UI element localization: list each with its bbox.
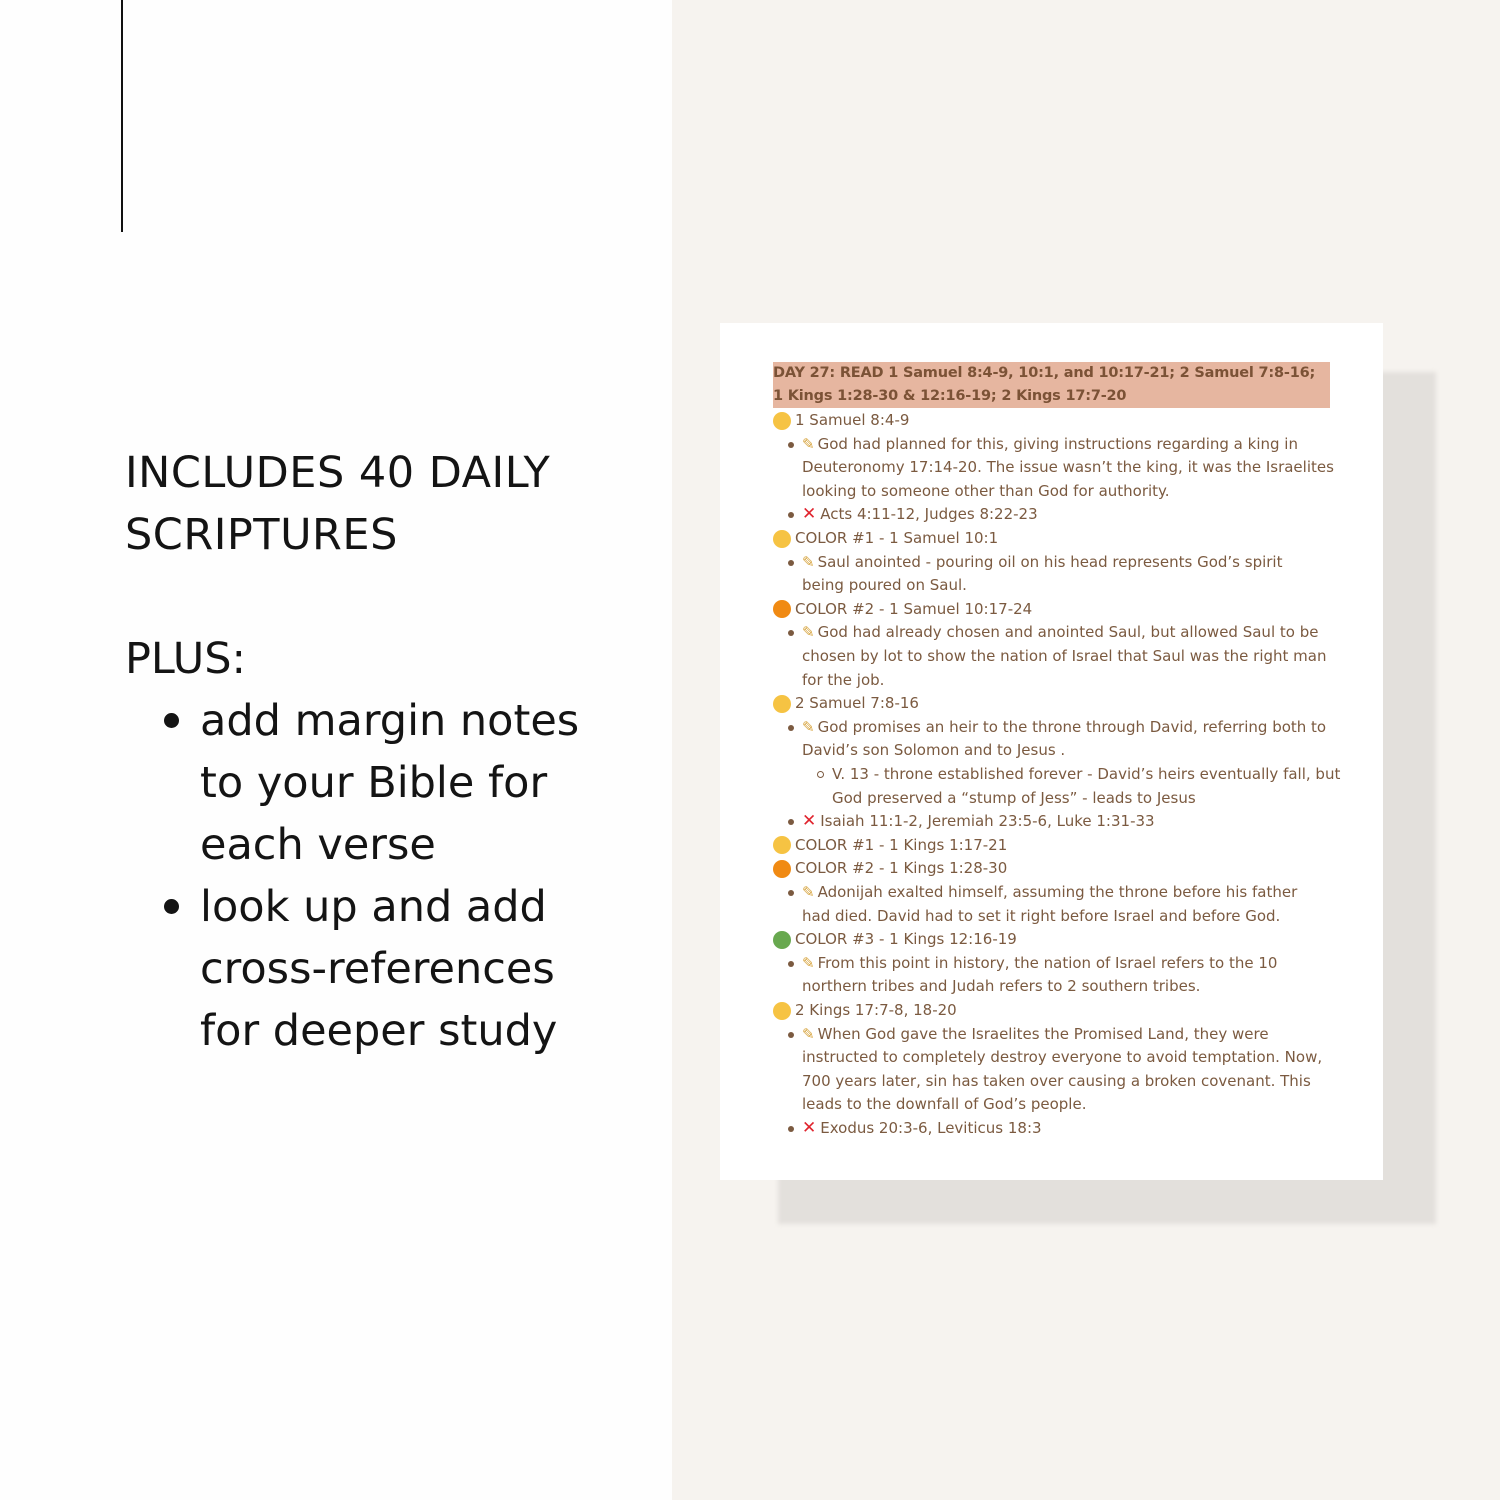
section-heading-text: COLOR #3 - 1 Kings 12:16-19	[795, 930, 1017, 949]
subnote-line-text: God preserved a “stump of Jess” - leads to Jesus	[832, 788, 1196, 807]
note-line	[802, 574, 967, 598]
feature-line: add margin notes	[200, 696, 580, 746]
cross-reference-line-text: Isaiah 11:1-2, Jeremiah 23:5-6, Luke 1:31-33	[820, 812, 1155, 831]
note-line	[802, 456, 1334, 480]
cross-reference-line	[802, 1117, 1042, 1141]
note-line-text: When God gave the Israelites the Promised Land, they were	[817, 1024, 1269, 1043]
section-heading-text: COLOR #1 - 1 Kings 1:17-21	[795, 835, 1008, 854]
feature-item	[200, 690, 640, 876]
section-heading-text: COLOR #2 - 1 Samuel 10:17-24	[795, 599, 1033, 618]
day-header-line: 1 Kings 1:28-30 & 12:16-19; 2 Kings 17:7-20	[773, 388, 1127, 404]
subnote-line	[832, 787, 1196, 811]
yellow-circle-icon	[773, 530, 791, 548]
section-heading	[795, 692, 919, 716]
note-line-text: Adonijah exalted himself, assuming the throne before his father	[817, 883, 1298, 901]
note-line	[802, 669, 884, 693]
note-line-text: had died. David had to set it right before Israel and before God.	[802, 906, 1281, 925]
orange-circle-icon	[773, 860, 791, 878]
vertical-divider-line	[121, 0, 123, 232]
note-line-text: being poured on Saul.	[802, 576, 967, 595]
note-line	[802, 881, 1297, 905]
note-line	[802, 1046, 1322, 1070]
note-line-text: 700 years later, sin has taken over causing a broken covenant. This	[802, 1071, 1311, 1090]
pencil-icon: ✎	[802, 953, 815, 972]
bullet-icon	[788, 1126, 794, 1132]
section-heading-text: COLOR #2 - 1 Kings 1:28-30	[795, 859, 1008, 878]
note-line-text: From this point in history, the nation of Israel refers to the 10	[817, 953, 1278, 972]
cross-reference-line	[802, 810, 1155, 834]
yellow-circle-icon	[773, 695, 791, 713]
section-heading-text: 1 Samuel 8:4-9	[795, 411, 910, 429]
section-heading	[795, 409, 909, 433]
left-panel	[0, 0, 672, 1500]
bullet-icon	[788, 1032, 794, 1038]
note-line	[802, 739, 1065, 763]
note-line-text: God had already chosen and anointed Saul, but allowed Saul to be	[817, 623, 1319, 642]
note-line-text: northern tribes and Judah refers to 2 southern tribes.	[802, 977, 1201, 996]
note-line-text: Saul anointed - pouring oil on his head represents God’s spirit	[817, 552, 1283, 571]
section-heading-text: 2 Kings 17:7-8, 18-20	[795, 1001, 957, 1019]
note-line	[802, 621, 1318, 645]
bullet-icon	[788, 442, 794, 448]
note-line-text: looking to someone other than God for authority.	[802, 481, 1170, 500]
note-line	[802, 952, 1277, 976]
section-heading	[795, 527, 998, 551]
section-heading	[795, 857, 1007, 881]
note-line-text: chosen by lot to show the nation of Israel that Saul was the right man	[802, 647, 1327, 665]
note-line	[802, 905, 1280, 929]
feature-line: for deeper study	[200, 1006, 558, 1056]
bullet-icon	[164, 713, 179, 728]
note-line	[802, 433, 1298, 457]
section-heading	[795, 928, 1017, 952]
feature-line: to your Bible for	[200, 758, 548, 808]
bullet-icon	[788, 819, 794, 825]
cross-reference-icon: ✕	[802, 811, 817, 832]
yellow-circle-icon	[773, 1002, 791, 1020]
feature-list	[200, 690, 640, 1062]
yellow-circle-icon	[773, 412, 791, 430]
cross-reference-icon: ✕	[802, 1118, 817, 1138]
feature-line: cross-references	[200, 944, 555, 994]
headline	[125, 442, 645, 566]
section-heading	[795, 598, 1032, 622]
section-heading	[795, 834, 1007, 858]
bullet-icon	[788, 560, 794, 566]
feature-line: look up and add	[200, 882, 547, 932]
note-line	[802, 645, 1326, 669]
pencil-icon: ✎	[802, 883, 815, 901]
note-line-text: leads to the downfall of God’s people.	[802, 1095, 1087, 1114]
note-line	[802, 975, 1200, 999]
orange-circle-icon	[773, 600, 791, 618]
pencil-icon: ✎	[802, 552, 815, 571]
cross-reference-line	[802, 503, 1038, 527]
section-heading-text: 2 Samuel 7:8-16	[795, 694, 919, 713]
note-line-text: instructed to completely destroy everyone to avoid temptation. Now,	[802, 1048, 1323, 1067]
plus-label: PLUS:	[125, 634, 247, 684]
subnote-line	[832, 763, 1340, 787]
note-line	[802, 480, 1170, 504]
study-page	[720, 323, 1383, 1180]
note-line-text: God had planned for this, giving instructions regarding a king in	[817, 434, 1298, 453]
section-heading	[795, 999, 957, 1023]
note-line	[802, 551, 1282, 575]
bullet-icon	[788, 630, 794, 636]
note-line-text: Deuteronomy 17:14-20. The issue wasn’t the king, it was the Israelites	[802, 458, 1334, 477]
note-line	[802, 716, 1326, 740]
note-line	[802, 1070, 1311, 1094]
pencil-icon: ✎	[802, 1024, 815, 1043]
day-header	[773, 362, 1330, 408]
bullet-icon	[788, 890, 794, 896]
cross-reference-line-text: Exodus 20:3-6, Leviticus 18:3	[820, 1119, 1042, 1137]
note-line-text: God promises an heir to the throne through David, referring both to	[817, 717, 1327, 736]
pencil-icon: ✎	[802, 434, 815, 453]
bullet-icon	[788, 725, 794, 731]
pencil-icon: ✎	[802, 717, 815, 736]
headline-line: SCRIPTURES	[125, 510, 398, 560]
bullet-icon	[164, 899, 179, 914]
section-heading-text: COLOR #1 - 1 Samuel 10:1	[795, 529, 999, 547]
note-line-text: for the job.	[802, 670, 885, 689]
hollow-bullet-icon	[817, 771, 824, 778]
bullet-icon	[788, 961, 794, 967]
pencil-icon: ✎	[802, 623, 815, 642]
feature-line: each verse	[200, 820, 436, 870]
yellow-circle-icon	[773, 836, 791, 854]
subnote-line-text: V. 13 - throne established forever - David’s heirs eventually fall, but	[832, 765, 1341, 783]
day-header-line: DAY 27: READ 1 Samuel 8:4-9, 10:1, and 10:17-21; 2 Samuel 7:8-16;	[773, 365, 1316, 381]
note-line-text: David’s son Solomon and to Jesus .	[802, 741, 1066, 760]
cross-reference-icon: ✕	[802, 504, 817, 525]
feature-item	[200, 876, 640, 1062]
bullet-icon	[788, 512, 794, 518]
note-line	[802, 1023, 1269, 1047]
green-circle-icon	[773, 931, 791, 949]
cross-reference-line-text: Acts 4:11-12, Judges 8:22-23	[820, 505, 1038, 524]
note-line	[802, 1093, 1086, 1117]
headline-line: INCLUDES 40 DAILY	[125, 448, 551, 498]
